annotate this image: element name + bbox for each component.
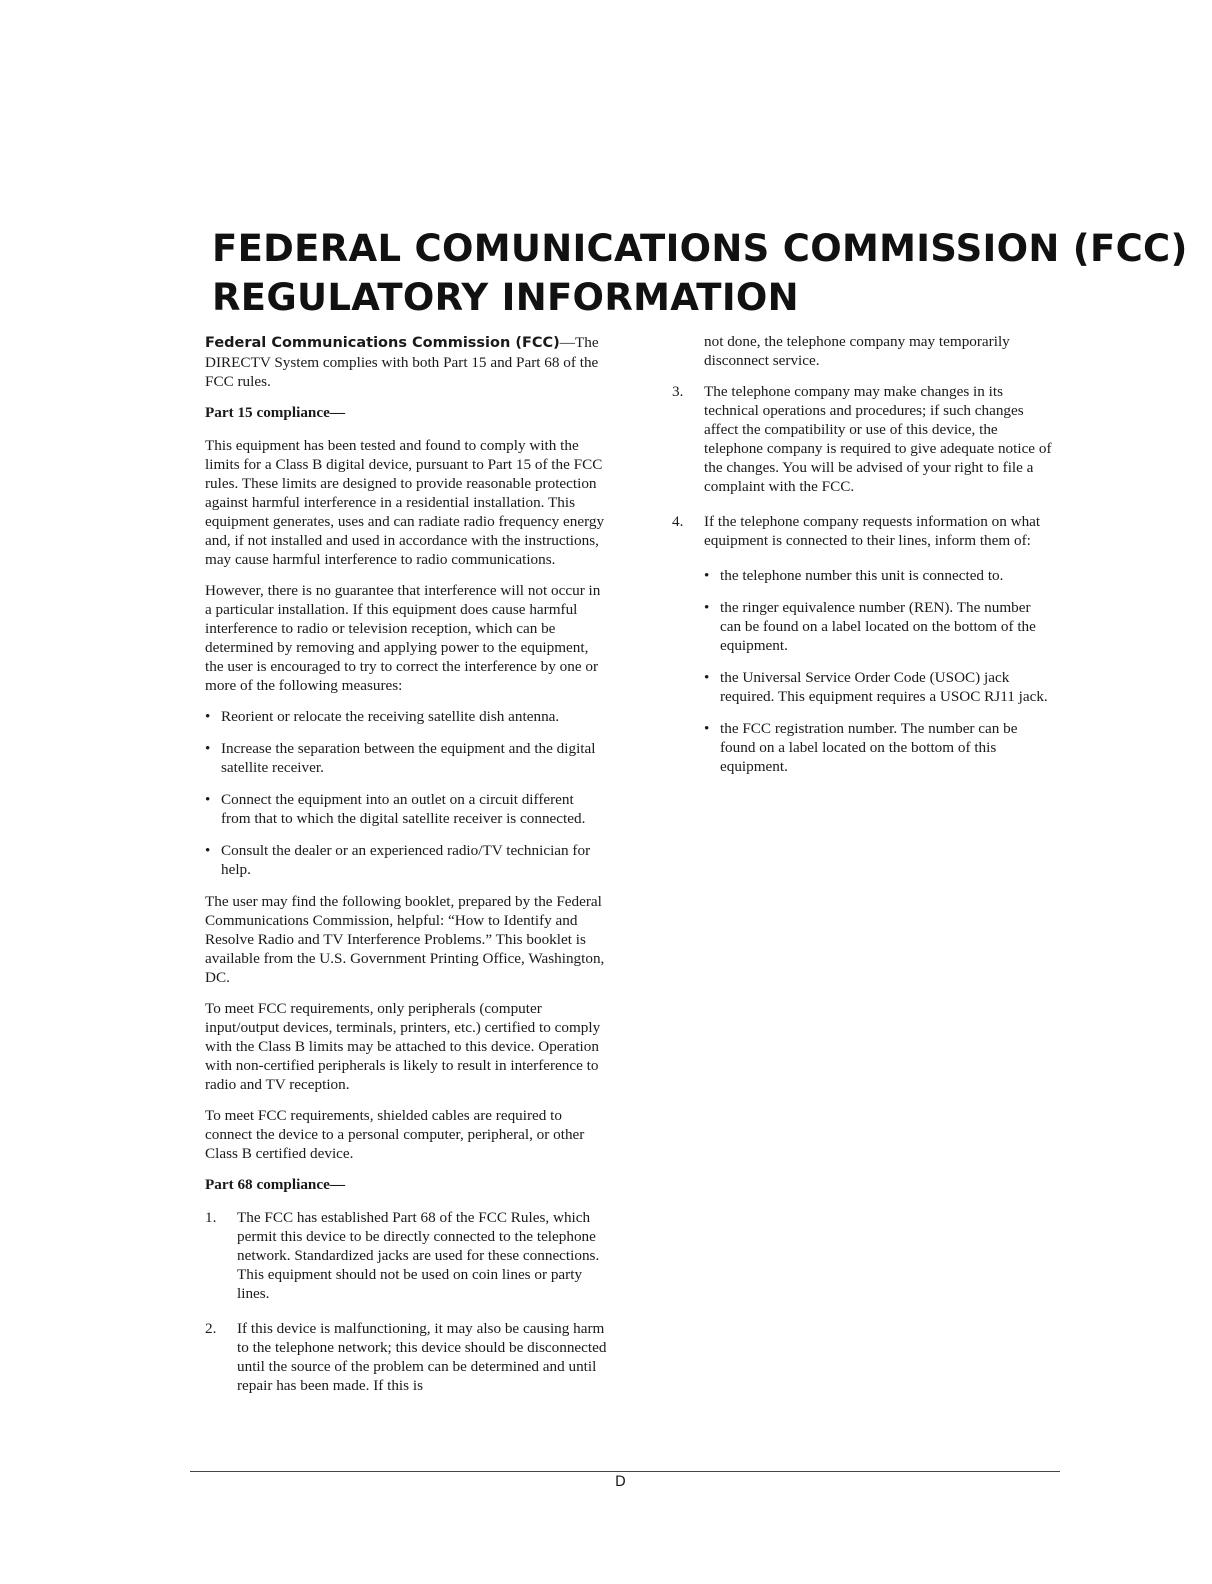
bullet-icon: •: [704, 567, 710, 584]
list-item: [205, 707, 607, 726]
list-item: [205, 739, 607, 777]
shielded-cables-paragraph: To meet FCC requirements, shielded cables are required to connect the device to a personal computer, peripheral, or other Class B certified device.: [205, 1107, 585, 1162]
bullet-icon: •: [205, 708, 211, 725]
list-item: [205, 1319, 607, 1395]
booklet-paragraph: The user may find the following booklet, prepared by the Federal Communications Commission, helpful: “How to Identify and Resolve Radio and TV Interference Problems.” This booklet is available from the U.S. Government Printing Office, Washington, DC.: [205, 893, 605, 986]
item-text: The telephone company may make changes in its technical operations and procedures; if such changes affect the compatibility or use of this device, the telephone company is required to give adequate notice of the changes. You will be advised of your right to file a complaint with the FCC.: [704, 383, 1052, 495]
list-item: [672, 512, 1052, 550]
item-text: If this device is malfunctioning, it may also be causing harm to the telephone network; this device should be disconnected until the source of the problem can be determined and until repair has been made. If this is: [237, 1320, 607, 1394]
bullet-icon: •: [704, 599, 710, 616]
part68-heading: Part 68 compliance—: [205, 1176, 346, 1193]
info-text: the telephone number this unit is connected to.: [720, 567, 1004, 584]
list-item: [672, 382, 1052, 496]
continued-text: not done, the telephone company may temporarily disconnect service.: [704, 333, 1010, 369]
list-item: [704, 668, 1052, 706]
right-column: [672, 332, 1052, 789]
measure-text: Connect the equipment into an outlet on a circuit different from that to which the digital satellite receiver is connected.: [221, 791, 586, 827]
item-number: 1.: [205, 1209, 217, 1226]
info-list: [672, 566, 1052, 776]
measure-text: Increase the separation between the equipment and the digital satellite receiver.: [221, 740, 596, 776]
bullet-icon: •: [704, 669, 710, 686]
part15-paragraph-1: This equipment has been tested and found to comply with the limits for a Class B digital device, pursuant to Part 15 of the FCC rules. These limits are designed to provide reasonable protection against harmful interference in a residential installation. This equipment generates, uses and can radiate radio frequency energy and, if not installed and used in accordance with the instructions, may cause harmful interference to radio communications.: [205, 437, 605, 568]
part68-list: [205, 1208, 607, 1395]
info-text: the ringer equivalence number (REN). The number can be found on a label located on the bottom of the equipment.: [720, 599, 1036, 654]
item-number: 3.: [672, 383, 684, 400]
peripherals-paragraph: To meet FCC requirements, only peripherals (computer input/output devices, terminals, printers, etc.) certified to comply with the Class B limits may be attached to this device. Operation with non-certified peripherals is likely to result in interference to radio and TV reception.: [205, 1000, 601, 1093]
measures-list: [205, 707, 607, 879]
item-text: The FCC has established Part 68 of the FCC Rules, which permit this device to be directly connected to the telephone network. Standardized jacks are used for these connections. This equipment should not be used on coin lines or party lines.: [237, 1209, 600, 1302]
part68-list-continued: [672, 382, 1052, 550]
bullet-icon: •: [205, 842, 211, 859]
list-item: [205, 841, 607, 879]
intro-paragraph: [205, 333, 607, 391]
info-text: the Universal Service Order Code (USOC) jack required. This equipment requires a USOC RJ11 jack.: [720, 669, 1048, 705]
part15-heading: Part 15 compliance—: [205, 404, 346, 421]
intro-rest: —The DIRECTV System complies with both Part 15 and Part 68 of the FCC rules.: [205, 334, 599, 390]
bullet-icon: •: [704, 720, 710, 737]
intro-lead: Federal Communications Commission (FCC): [205, 335, 560, 351]
list-item: [704, 566, 1052, 585]
footer-rule: [190, 1471, 1060, 1472]
page-number: D: [615, 1474, 626, 1490]
page-title: [212, 224, 1188, 322]
item-number: 4.: [672, 513, 684, 530]
part15-paragraph-2: However, there is no guarantee that interference will not occur in a particular installation. If this equipment does cause harmful interference to radio or television reception, which can be determined by removing and applying power to the equipment, the user is encouraged to try to correct the interference by one or more of the following measures:: [205, 582, 601, 694]
title-line-1: FEDERAL COMUNICATIONS COMMISSION (FCC): [212, 227, 1188, 270]
title-line-2: REGULATORY INFORMATION: [212, 276, 799, 319]
list-item: [704, 598, 1052, 655]
info-text: the FCC registration number. The number can be found on a label located on the bottom of this equipment.: [720, 720, 1018, 775]
item-number: 2.: [205, 1320, 217, 1337]
list-item: [205, 1208, 607, 1303]
item-text: If the telephone company requests information on what equipment is connected to their lines, inform them of:: [704, 513, 1041, 549]
list-item: [205, 790, 607, 828]
list-item: [704, 719, 1052, 776]
measure-text: Reorient or relocate the receiving satellite dish antenna.: [221, 708, 560, 725]
measure-text: Consult the dealer or an experienced radio/TV technician for help.: [221, 842, 591, 878]
left-column: [205, 333, 607, 1411]
bullet-icon: •: [205, 791, 211, 808]
bullet-icon: •: [205, 740, 211, 757]
